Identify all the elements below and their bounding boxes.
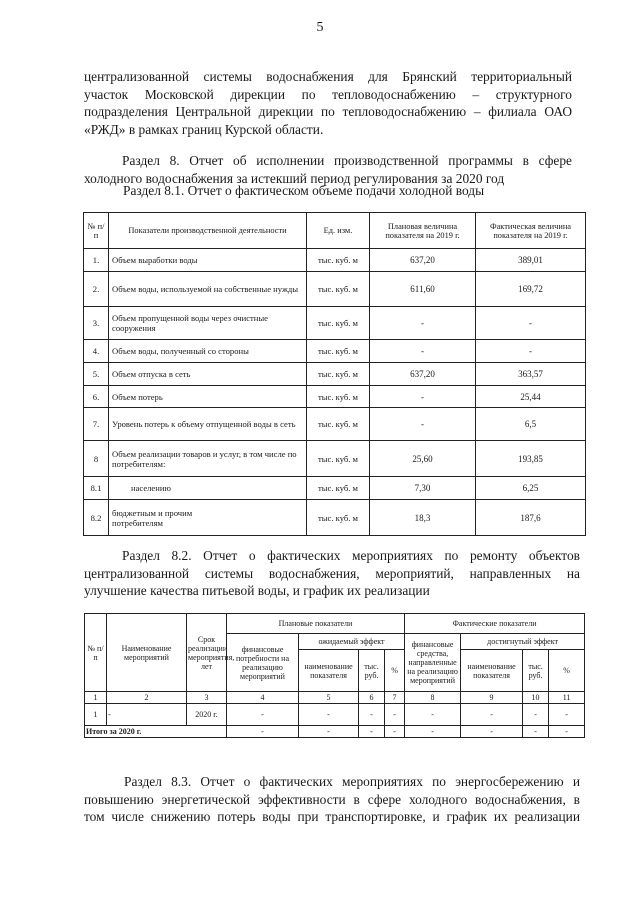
table-row [84, 272, 586, 307]
row-name: Объем воды, полученный со стороны [109, 340, 307, 363]
row-plan: 18,3 [370, 500, 476, 536]
row-fact: - [476, 307, 586, 340]
section-8-2-line: улучшение качества питьевой воды, и график их реализации [84, 583, 430, 598]
row-plan: 637,20 [370, 363, 476, 386]
row-num: 5. [84, 363, 109, 386]
repair-measures-table [84, 613, 585, 738]
section-8-1-title: Раздел 8.1. Отчет о фактическом объеме подачи холодной воды [123, 183, 485, 198]
row-unit: тыс. куб. м [307, 249, 370, 272]
col-header-term: Срок реализации мероприятия, лет [187, 614, 227, 692]
row-cell: - [359, 726, 385, 738]
row-fact: 389,01 [476, 249, 586, 272]
row-num: 8.2 [84, 500, 109, 536]
row-plan: - [370, 386, 476, 408]
table-row [84, 363, 586, 386]
col-header-name: Наименование мероприятий [107, 614, 187, 692]
table-header-row [85, 614, 585, 634]
col-header-fact: Фактическая величина показателя на 2019 г. [476, 213, 586, 249]
row-name: - [107, 704, 187, 726]
col-header-rub: тыс. руб. [523, 650, 549, 692]
col-number: 10 [523, 692, 549, 704]
col-header-fact: Фактические показатели [405, 614, 585, 634]
row-cell: - [299, 704, 359, 726]
row-cell: - [405, 726, 461, 738]
row-name-text: бюджетным и прочим потребителям [112, 507, 193, 528]
row-cell: - [549, 726, 585, 738]
row-unit: тыс. куб. м [307, 408, 370, 441]
column-numbers-row [85, 692, 585, 704]
row-name: населению [109, 477, 307, 500]
row-plan: - [370, 340, 476, 363]
table-row [84, 307, 586, 340]
table-row [84, 441, 586, 477]
row-name: Объем воды, используемой на собственные нужды [109, 272, 307, 307]
page-number: 5 [316, 20, 324, 35]
row-cell: - [385, 726, 405, 738]
col-number: 1 [85, 692, 107, 704]
row-cell: - [405, 704, 461, 726]
row-cell: - [359, 704, 385, 726]
col-header-plan: Плановые показатели [227, 614, 405, 634]
row-fact: 169,72 [476, 272, 586, 307]
row-fact: 6,5 [476, 408, 586, 441]
section-8-3-line: Раздел 8.3. Отчет о фактических мероприятиях по энергосбережению и [124, 774, 580, 789]
section-8-3-heading [84, 773, 580, 826]
row-unit: тыс. куб. м [307, 340, 370, 363]
intro-paragraph [84, 68, 572, 138]
section-8-3-line: том числе снижению потерь воды при транспортировке, и график их реализации [84, 809, 580, 824]
water-volume-table [83, 212, 586, 536]
section-8-3-line: повышению энергетической эффективности в сфере холодного водоснабжения, в [84, 791, 580, 807]
col-header-indicator: наименование показателя [299, 650, 359, 692]
row-num: 8 [84, 441, 109, 477]
section-8-line: холодного водоснабжения за истекший период регулирования за 2020 год [84, 170, 505, 186]
row-fact: - [476, 340, 586, 363]
row-cell: - [227, 704, 299, 726]
section-8-2-line: Раздел 8.2. Отчет о фактических мероприятиях по ремонту объектов [122, 548, 580, 563]
section-8-heading [84, 152, 572, 187]
row-cell: - [299, 726, 359, 738]
row-name: Объем реализации товаров и услуг, в том числе по потребителям: [109, 441, 307, 477]
row-term: 2020 г. [187, 704, 227, 726]
table-row [84, 500, 586, 536]
row-cell: - [461, 726, 523, 738]
total-row [85, 726, 585, 738]
row-name: Уровень потерь к объему отпущенной воды в сеть [109, 408, 307, 441]
col-number: 5 [299, 692, 359, 704]
row-cell: - [523, 726, 549, 738]
col-number: 3 [187, 692, 227, 704]
table-row [84, 386, 586, 408]
row-fact: 187,6 [476, 500, 586, 536]
row-cell: - [461, 704, 523, 726]
row-unit: тыс. куб. м [307, 441, 370, 477]
col-header-plan-fin: финансовые потребности на реализацию мероприятий [227, 634, 299, 692]
row-cell: - [523, 704, 549, 726]
row-num: 1 [85, 704, 107, 726]
intro-line: подразделения Центральной дирекции по тепловодоснабжению – филиала ОАО [84, 104, 572, 119]
col-header-fact-effect: достигнутый эффект [461, 634, 585, 650]
row-num: 4. [84, 340, 109, 363]
col-number: 11 [549, 692, 585, 704]
row-unit: тыс. куб. м [307, 307, 370, 340]
section-8-2-heading [84, 547, 580, 600]
col-number: 6 [359, 692, 385, 704]
row-plan: 7,30 [370, 477, 476, 500]
col-number: 2 [107, 692, 187, 704]
col-header-pct: % [385, 650, 405, 692]
row-plan: - [370, 408, 476, 441]
row-unit: тыс. куб. м [307, 386, 370, 408]
row-fact: 363,57 [476, 363, 586, 386]
col-header-indicator: Показатели производственной деятельности [109, 213, 307, 249]
row-plan: 637,20 [370, 249, 476, 272]
row-num: 2. [84, 272, 109, 307]
table-row [85, 704, 585, 726]
table-row [84, 477, 586, 500]
col-number: 4 [227, 692, 299, 704]
intro-line: централизованной системы водоснабжения для Брянский территориальный [84, 69, 572, 84]
section-8-2-line: централизованной системы водоснабжения, мероприятий, направленных на [84, 565, 580, 581]
col-header-num: № п/п [85, 614, 107, 692]
row-fact: 25,44 [476, 386, 586, 408]
row-fact: 193,85 [476, 441, 586, 477]
table-row [84, 408, 586, 441]
col-header-indicator: наименование показателя [461, 650, 523, 692]
total-label: Итого за 2020 г. [85, 726, 227, 738]
row-num: 7. [84, 408, 109, 441]
row-plan: 25,60 [370, 441, 476, 477]
col-header-unit: Ед. изм. [307, 213, 370, 249]
row-name: Объем пропущенной воды через очистные сооружения [109, 307, 307, 340]
col-header-pct: % [549, 650, 585, 692]
row-plan: 611,60 [370, 272, 476, 307]
intro-line: участок Московской дирекции по тепловодоснабжению – структурного [84, 86, 572, 102]
col-header-plan: Плановая величина показателя на 2019 г. [370, 213, 476, 249]
row-unit: тыс. куб. м [307, 477, 370, 500]
col-number: 8 [405, 692, 461, 704]
intro-line: «РЖД» в рамках границ Курской области. [84, 121, 324, 137]
row-name: Объем потерь [109, 386, 307, 408]
col-header-num: № п/п [84, 213, 109, 249]
col-number: 9 [461, 692, 523, 704]
row-num: 6. [84, 386, 109, 408]
row-num: 8.1 [84, 477, 109, 500]
row-unit: тыс. куб. м [307, 272, 370, 307]
row-cell: - [227, 726, 299, 738]
row-name: Объем отпуска в сеть [109, 363, 307, 386]
row-fact: 6,25 [476, 477, 586, 500]
row-unit: тыс. куб. м [307, 500, 370, 536]
row-cell: - [549, 704, 585, 726]
row-plan: - [370, 307, 476, 340]
table-row [84, 249, 586, 272]
table-row [84, 340, 586, 363]
row-cell: - [385, 704, 405, 726]
col-header-rub: тыс. руб. [359, 650, 385, 692]
row-name: Объем выработки воды [109, 249, 307, 272]
table-header-row [84, 213, 586, 249]
row-name [109, 500, 307, 536]
col-number: 7 [385, 692, 405, 704]
row-unit: тыс. куб. м [307, 363, 370, 386]
row-num: 3. [84, 307, 109, 340]
col-header-fact-fin: финансовые средства, направленные на реализацию мероприятий [405, 634, 461, 692]
row-num: 1. [84, 249, 109, 272]
section-8-line: Раздел 8. Отчет об исполнении производственной программы в сфере [122, 153, 572, 168]
col-header-plan-effect: ожидаемый эффект [299, 634, 405, 650]
